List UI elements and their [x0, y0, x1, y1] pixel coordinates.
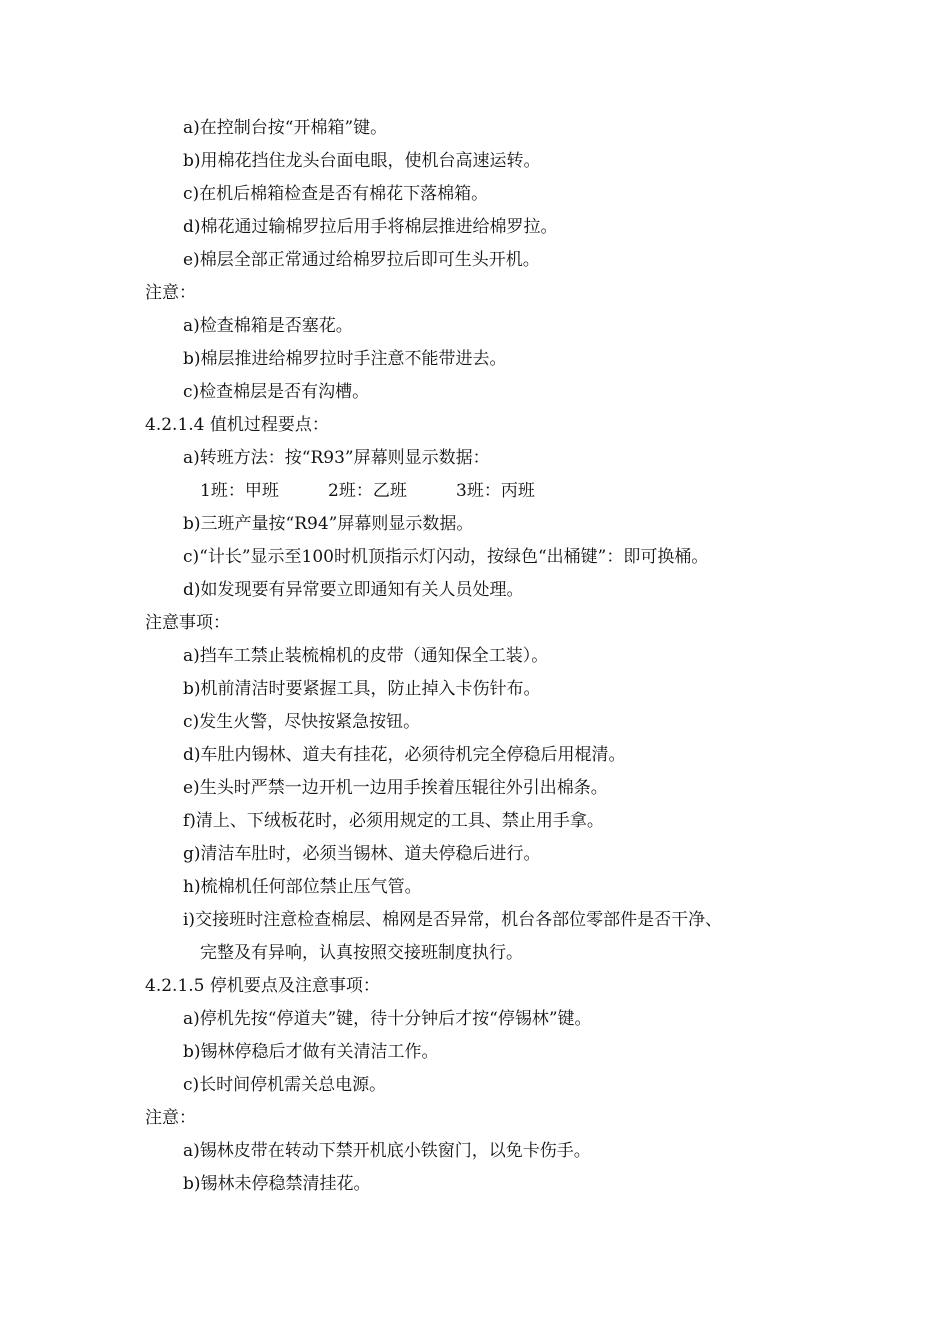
step-item: a)在控制台按“开棉箱”键。: [183, 118, 388, 138]
section-heading: 4.2.1.4 值机过程要点：: [145, 415, 329, 435]
section-heading: 4.2.1.5 停机要点及注意事项：: [145, 976, 380, 996]
step-item: c)长时间停机需关总电源。: [183, 1075, 387, 1095]
note-item: f)清上、下绒板花时，必须用规定的工具、禁止用手拿。: [183, 811, 604, 831]
note-heading: 注意：: [145, 1108, 196, 1128]
note-item: h)梳棉机任何部位禁止压气管。: [183, 877, 422, 897]
note-heading: 注意事项：: [145, 613, 230, 633]
note-item: g)清洁车肚时，必须当锡林、道夫停稳后进行。: [183, 844, 541, 864]
note-item: a)锡林皮带在转动下禁开机底小铁窗门，以免卡伤手。: [183, 1141, 591, 1161]
note-item: c)检查棉层是否有沟槽。: [183, 382, 370, 402]
shift-list: [200, 479, 535, 503]
shift-entry: 3班：丙班: [456, 481, 535, 501]
note-item: b)棉层推进给棉罗拉时手注意不能带进去。: [183, 349, 507, 369]
step-item: d)棉花通过输棉罗拉后用手将棉层推进给棉罗拉。: [183, 217, 558, 237]
shift-entry: 1班：甲班: [200, 481, 279, 501]
step-item: b)三班产量按“R94”屏幕则显示数据。: [183, 514, 474, 534]
step-item: e)棉层全部正常通过给棉罗拉后即可生头开机。: [183, 250, 540, 270]
note-item: b)锡林未停稳禁清挂花。: [183, 1174, 371, 1194]
step-item: d)如发现要有异常要立即通知有关人员处理。: [183, 580, 524, 600]
note-item: a)挡车工禁止装梳棉机的皮带（通知保全工装）。: [183, 646, 549, 666]
step-item: a)停机先按“停道夫”键，待十分钟后才按“停锡林”键。: [183, 1009, 592, 1029]
note-item: d)车肚内锡林、道夫有挂花，必须待机完全停稳后用棍清。: [183, 745, 626, 765]
shift-entry: 2班：乙班: [328, 481, 407, 501]
step-item: b)锡林停稳后才做有关清洁工作。: [183, 1042, 439, 1062]
note-item: b)机前清洁时要紧握工具，防止掉入卡伤针布。: [183, 679, 541, 699]
note-item: c)发生火警，尽快按紧急按钮。: [183, 712, 421, 732]
note-item: a)检查棉箱是否塞花。: [183, 316, 353, 336]
note-item: e)生头时严禁一边开机一边用手挨着压辊往外引出棉条。: [183, 778, 608, 798]
note-item: i)交接班时注意检查棉层、棉网是否异常，机台各部位零部件是否干净、: [183, 910, 723, 930]
step-item: c)“计长”显示至100时机顶指示灯闪动，按绿色“出桶键”：即可换桶。: [183, 547, 709, 567]
step-item: a)转班方法：按“R93”屏幕则显示数据：: [183, 448, 490, 468]
note-item-continuation: 完整及有异响，认真按照交接班制度执行。: [200, 943, 523, 963]
note-heading: 注意：: [145, 283, 196, 303]
step-item: c)在机后棉箱检查是否有棉花下落棉箱。: [183, 184, 489, 204]
step-item: b)用棉花挡住龙头台面电眼，使机台高速运转。: [183, 151, 541, 171]
